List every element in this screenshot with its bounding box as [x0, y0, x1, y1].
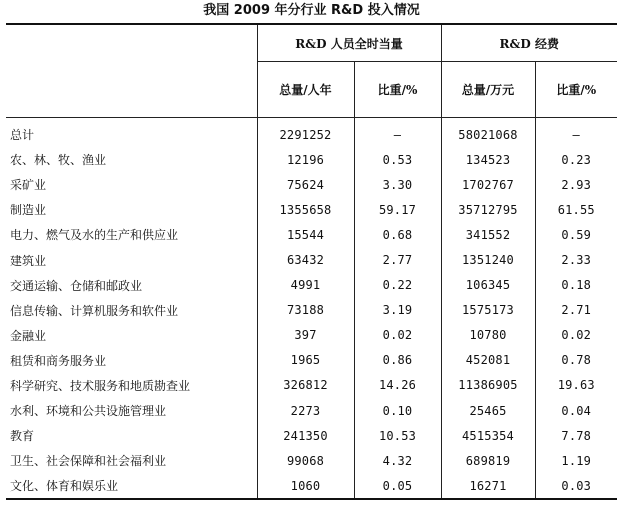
funding-total: 11386905 [441, 373, 535, 398]
personnel-total: 15544 [257, 222, 354, 247]
funding-total: 25465 [441, 398, 535, 423]
funding-total: 35712795 [441, 197, 535, 222]
funding-share: 0.02 [535, 323, 617, 348]
personnel-total: 1965 [257, 348, 354, 373]
funding-share: 0.23 [535, 147, 617, 172]
personnel-total: 12196 [257, 147, 354, 172]
industry-name: 文化、体育和娱乐业 [10, 479, 119, 494]
funding-total: 1575173 [441, 298, 535, 323]
personnel-total: 326812 [257, 373, 354, 398]
personnel-share: 2.77 [354, 247, 441, 272]
personnel-share: 14.26 [354, 373, 441, 398]
header-personnel-share: 比重/% [354, 62, 441, 118]
personnel-share: 3.30 [354, 172, 441, 197]
personnel-total: 1060 [257, 473, 354, 499]
header-row-sub [6, 62, 617, 118]
personnel-total: 73188 [257, 298, 354, 323]
personnel-total: 397 [257, 323, 354, 348]
personnel-share: 0.22 [354, 273, 441, 298]
funding-share: 0.04 [535, 398, 617, 423]
industry-name: 建筑业 [10, 253, 47, 268]
funding-total: 106345 [441, 273, 535, 298]
industry-name: 信息传输、计算机服务和软件业 [10, 303, 179, 318]
funding-share: 0.59 [535, 222, 617, 247]
personnel-share: 10.53 [354, 423, 441, 448]
personnel-share: 0.02 [354, 323, 441, 348]
header-row-group [6, 24, 617, 62]
industry-name: 卫生、社会保障和社会福利业 [10, 454, 167, 469]
funding-total: 452081 [441, 348, 535, 373]
personnel-total: 4991 [257, 273, 354, 298]
table-row [6, 298, 617, 323]
header-funding-total: 总量/万元 [441, 62, 535, 118]
industry-name: 科学研究、技术服务和地质勘查业 [10, 378, 191, 393]
funding-total: 341552 [441, 222, 535, 247]
industry-name: 交通运输、仓储和邮政业 [10, 278, 143, 293]
table-row [6, 473, 617, 499]
personnel-total: 241350 [257, 423, 354, 448]
funding-total: 689819 [441, 448, 535, 473]
funding-share: 0.18 [535, 273, 617, 298]
funding-share: 0.78 [535, 348, 617, 373]
funding-share: 2.93 [535, 172, 617, 197]
industry-name: 农、林、牧、渔业 [10, 153, 107, 168]
industry-name: 教育 [10, 429, 35, 444]
industry-name: 电力、燃气及水的生产和供应业 [10, 228, 179, 243]
table-row [6, 273, 617, 298]
funding-share: 0.03 [535, 473, 617, 499]
header-personnel-total: 总量/人年 [257, 62, 354, 118]
rd-table [6, 23, 617, 500]
industry-name: 总计 [10, 128, 35, 143]
personnel-share: 3.19 [354, 298, 441, 323]
industry-name: 采矿业 [10, 178, 47, 193]
table-row [6, 398, 617, 423]
table-title: 我国 2009 年分行业 R&D 投入情况 [203, 3, 420, 18]
personnel-total: 99068 [257, 448, 354, 473]
table-row [6, 147, 617, 172]
industry-name: 制造业 [10, 203, 47, 218]
funding-share: 1.19 [535, 448, 617, 473]
personnel-total: 1355658 [257, 197, 354, 222]
industry-name: 水利、环境和公共设施管理业 [10, 404, 167, 419]
personnel-share: 0.68 [354, 222, 441, 247]
table-row [6, 423, 617, 448]
table-row [6, 373, 617, 398]
table-row [6, 222, 617, 247]
funding-share: 7.78 [535, 423, 617, 448]
header-group-funding: R&D 经费 [441, 24, 617, 62]
personnel-share: 0.86 [354, 348, 441, 373]
personnel-share: 0.10 [354, 398, 441, 423]
funding-total: 16271 [441, 473, 535, 499]
funding-total: 1351240 [441, 247, 535, 272]
personnel-share: 4.32 [354, 448, 441, 473]
personnel-share: 0.05 [354, 473, 441, 499]
table-row [6, 448, 617, 473]
table-row [6, 247, 617, 272]
table-body [6, 118, 617, 500]
personnel-total: 63432 [257, 247, 354, 272]
table-row [6, 172, 617, 197]
header-funding-share: 比重/% [535, 62, 617, 118]
personnel-share: 59.17 [354, 197, 441, 222]
funding-total: 134523 [441, 147, 535, 172]
funding-share: 2.71 [535, 298, 617, 323]
funding-share: 2.33 [535, 247, 617, 272]
funding-total: 4515354 [441, 423, 535, 448]
table-row [6, 118, 617, 148]
industry-name: 金融业 [10, 328, 47, 343]
funding-share: 19.63 [535, 373, 617, 398]
funding-total: 1702767 [441, 172, 535, 197]
personnel-share: — [354, 118, 441, 148]
funding-total: 10780 [441, 323, 535, 348]
header-blank [6, 24, 257, 62]
personnel-share: 0.53 [354, 147, 441, 172]
table-row [6, 197, 617, 222]
table-row [6, 348, 617, 373]
personnel-total: 2273 [257, 398, 354, 423]
personnel-total: 2291252 [257, 118, 354, 148]
funding-share: 61.55 [535, 197, 617, 222]
header-blank-sub [6, 62, 257, 118]
table-row [6, 323, 617, 348]
personnel-total: 75624 [257, 172, 354, 197]
industry-name: 租赁和商务服务业 [10, 353, 107, 368]
header-group-personnel: R&D 人员全时当量 [257, 24, 441, 62]
funding-share: — [535, 118, 617, 148]
funding-total: 58021068 [441, 118, 535, 148]
